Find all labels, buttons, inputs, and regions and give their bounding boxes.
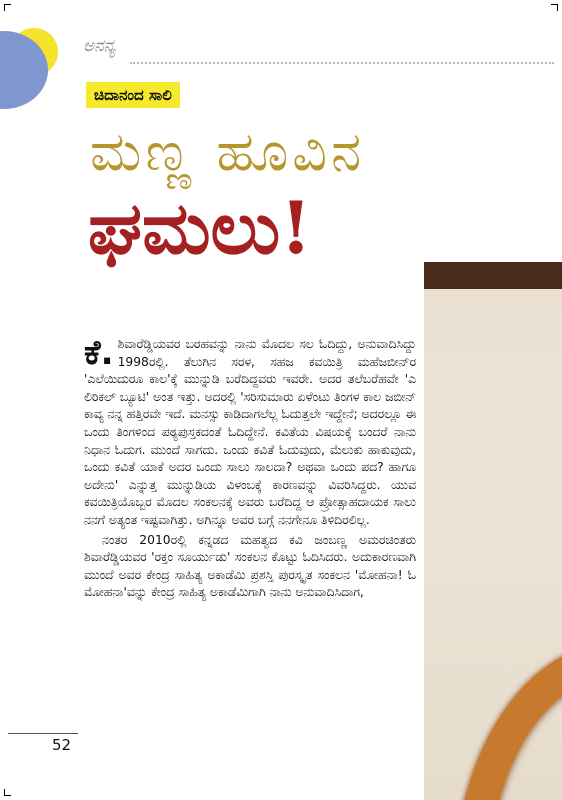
paragraph-2: ನಂತರ 2010ರಲ್ಲಿ ಕನ್ನಡದ ಮಹತ್ವದ ಕವಿ ಜಂಬಣ್ಣ ಅಮರಚಿಂತರು ಶಿವಾರೆಡ್ಡಿಯವರ 'ರಕ್ತಂ ಸೂರ್ಯುಡು' ಸಂಕಲನ ಕೊಟ್ಟು ಓದಿಸಿದರು. ಅದುಕಾರಣವಾಗಿ ಮುಂದೆ ಅವರ ಕೇಂದ್ರ ಸಾಹಿತ್ಯ ಅಕಾಡೆಮಿ ಪ್ರಶಸ್ತಿ ಪುರಸ್ಕೃತ ಸಂಕಲನ 'ಮೋಹನಾ! ಓ ಮೋಹನಾ'ವನ್ನು ಕೇಂದ್ರ ಸಾಹಿತ್ಯ ಅಕಾಡೆಮಿಗಾಗಿ ನಾನು ಅನುವಾದಿಸಿದಾಗ,	[84, 532, 416, 600]
paragraph-1-text: ಶಿವಾರೆಡ್ಡಿಯವರ ಬರಹವನ್ನು ನಾನು ಮೊದಲ ಸಲ ಓದಿದ್ದು, ಅನುವಾದಿಸಿದ್ದು 1998ರಲ್ಲಿ. ತೆಲುಗಿನ ಸರಳ, ಸಹಜ ಕವಯಿತ್ರಿ ಮಹೆಜಬೀನ್‌ರ 'ಎಲೆಯಿದುರೂ ಕಾಲ'ಕ್ಕೆ ಮುನ್ನುಡಿ ಬರೆದಿದ್ದವರು ಇವರೇ. ಅದರ ತಲೆಬರೆಹವೇ 'ಎ ಲಿರಿಕಲ್ ಬ್ಯೂಟಿ' ಅಂತ ಇತ್ತು. ಅದರಲ್ಲಿ 'ಸರಿಸುಮಾರು ಏಳೆಂಟು ತಿಂಗಳ ಕಾಲ ಜಬೀನ್ ಕಾವ್ಯ ನನ್ನ ಹತ್ತಿರವೇ ಇದೆ. ಮನಸ್ಸು ಕಾಡಿದಾಗಲೆಲ್ಲ ಓದುತ್ತಲೇ ಇದ್ದೇನೆ; ಅದರಲ್ಲೂ ಈ ಒಂದು ತಿಂಗಳಿಂದ ಪಠ್ಯಪುಸ್ತಕದಂತೆ ಓದಿದ್ದೇನೆ. ಕವಿತೆಯ ವಿಷಯಕ್ಕೆ ಬಂದರೆ ನಾನು ನಿಧಾನ ಓದುಗ. ಮುಂದೆ ಸಾಗದು. ಒಂದು ಕವಿತೆ ಓದುವುದು, ಮೆಲುಕು ಹಾಕುವುದು, ಒಂದು ಕವಿತೆ ಯಾಕೆ ಅದರ ಒಂದು ಸಾಲು ಸಾಲದಾ? ಅಥವಾ ಒಂದು ಪದ? ಹಾಗೂ ಅದೇನು' ಎನ್ನುತ್ತ ಮುನ್ನುಡಿಯ ವಿಳಂಬಕ್ಕೆ ಕಾರಣವನ್ನು ವಿವರಿಸಿದ್ದರು. ಯುವ ಕವಯಿತ್ರಿಯೊಬ್ಬರ ಮೊದಲ ಸಂಕಲನಕ್ಕೆ ಅವರು ಬರೆದಿದ್ದ ಆ ಪ್ರೋತ್ಸಾಹದಾಯಕ ಸಾಲು ನನಗೆ ಅತ್ಯಂತ ಇಷ್ಟವಾಗಿತ್ತು. ಅಗಿನ್ನೂ ಅವರ ಬಗ್ಗೆ ನನಗೇನೂ ತಿಳಿದಿರಲಿಲ್ಲ.	[84, 337, 416, 527]
article-title-line-2: ಘಮಲು!	[88, 185, 312, 270]
page-number: 52	[52, 736, 72, 754]
section-label: ಅನನ್ಯ	[83, 36, 116, 56]
crop-mark-bottom-left	[4, 789, 11, 796]
paragraph-1	[84, 333, 416, 530]
crop-mark-top-left	[4, 4, 11, 11]
page-number-rule	[8, 733, 78, 734]
photo-wood-carving	[454, 642, 562, 800]
article-title-line-1: ಮಣ್ಣ ಹೂವಿನ	[90, 120, 366, 183]
author-name-tag: ಚಿದಾನಂದ ಸಾಲಿ	[86, 82, 180, 108]
drop-cap: ಕೆ.	[84, 333, 114, 373]
article-body	[84, 333, 416, 602]
crop-mark-top-right	[551, 4, 558, 11]
article-photo	[424, 262, 562, 800]
dotted-divider	[130, 62, 554, 64]
